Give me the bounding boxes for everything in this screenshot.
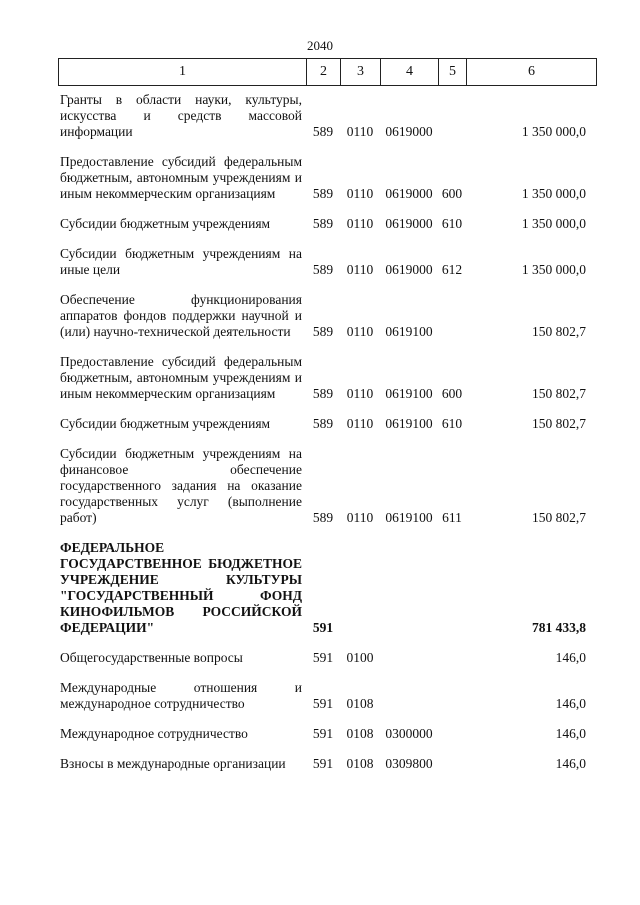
row-code-target: 0300000 bbox=[385, 726, 433, 741]
row-code-target: 0619000 bbox=[385, 216, 433, 231]
row-code-section: 0110 bbox=[346, 386, 374, 401]
table-row bbox=[58, 714, 596, 744]
row-name: Гранты в области науки, культуры, искусства и средств массовой информации bbox=[60, 92, 302, 139]
table-row bbox=[58, 528, 596, 638]
row-code-expense-type bbox=[438, 88, 466, 142]
table-row bbox=[58, 638, 596, 668]
row-code-admin: 589 bbox=[312, 386, 334, 401]
column-header-3: 3 bbox=[341, 59, 381, 86]
row-amount: 1 350 000,0 bbox=[521, 216, 586, 231]
row-code-admin: 591 bbox=[312, 726, 334, 741]
row-code-target bbox=[380, 668, 438, 714]
row-code-target bbox=[380, 528, 438, 638]
row-code-section bbox=[340, 528, 380, 638]
row-code-section: 0108 bbox=[346, 756, 374, 771]
row-code-admin: 589 bbox=[312, 124, 334, 139]
row-code-admin: 589 bbox=[312, 262, 334, 277]
row-amount: 146,0 bbox=[555, 726, 586, 741]
row-code-section: 0100 bbox=[346, 650, 374, 665]
row-code-target: 0619000 bbox=[385, 262, 433, 277]
table-row bbox=[58, 668, 596, 714]
row-amount: 781 433,8 bbox=[532, 620, 586, 635]
row-code-admin: 589 bbox=[312, 416, 334, 431]
column-header-1: 1 bbox=[59, 59, 307, 86]
row-name: Предоставление субсидий федеральным бюджетным, автономным учреждениям и иным некоммерческим организациям bbox=[60, 354, 302, 401]
row-code-expense-type: 600 bbox=[441, 186, 463, 201]
row-code-admin: 589 bbox=[312, 216, 334, 231]
row-name: Международные отношения и международное сотрудничество bbox=[60, 680, 302, 711]
column-header-4: 4 bbox=[381, 59, 439, 86]
row-amount: 146,0 bbox=[555, 696, 586, 711]
row-name: Обеспечение функционирования аппаратов фондов поддержки научной и (или) научно-технической деятельности bbox=[60, 292, 302, 339]
row-amount: 146,0 bbox=[555, 650, 586, 665]
column-header-row bbox=[59, 59, 597, 86]
row-code-target: 0619100 bbox=[385, 386, 433, 401]
row-name: Предоставление субсидий федеральным бюджетным, автономным учреждениям и иным некоммерческим организациям bbox=[60, 154, 302, 201]
column-header-2: 2 bbox=[307, 59, 341, 86]
row-amount: 1 350 000,0 bbox=[521, 262, 586, 277]
column-header-5: 5 bbox=[439, 59, 467, 86]
row-name: Субсидии бюджетным учреждениям на иные цели bbox=[60, 246, 302, 277]
row-code-target bbox=[380, 638, 438, 668]
row-code-admin: 589 bbox=[312, 324, 334, 339]
table-row bbox=[58, 744, 596, 774]
row-code-section: 0108 bbox=[346, 696, 374, 711]
row-amount: 150 802,7 bbox=[532, 510, 586, 525]
table-row bbox=[58, 88, 596, 142]
row-code-expense-type bbox=[438, 668, 466, 714]
row-name: Взносы в международные организации bbox=[60, 756, 286, 771]
row-code-admin: 591 bbox=[312, 650, 334, 665]
row-amount: 150 802,7 bbox=[532, 416, 586, 431]
row-name: Субсидии бюджетным учреждениям bbox=[60, 416, 271, 431]
column-header-table bbox=[58, 58, 597, 86]
row-code-expense-type: 610 bbox=[441, 416, 463, 431]
row-code-expense-type bbox=[438, 714, 466, 744]
row-amount: 150 802,7 bbox=[532, 386, 586, 401]
row-code-expense-type: 611 bbox=[442, 510, 462, 525]
table-row bbox=[58, 404, 596, 434]
row-code-target: 0619000 bbox=[385, 186, 433, 201]
row-code-target: 0309800 bbox=[385, 756, 433, 771]
row-code-admin: 591 bbox=[312, 696, 334, 711]
row-code-target: 0619000 bbox=[385, 124, 433, 139]
row-code-section: 0110 bbox=[346, 324, 374, 339]
row-amount: 1 350 000,0 bbox=[521, 124, 586, 139]
table-row bbox=[58, 234, 596, 280]
table-row bbox=[58, 204, 596, 234]
row-code-section: 0110 bbox=[346, 510, 374, 525]
row-name: Общегосударственные вопросы bbox=[60, 650, 243, 665]
row-code-section: 0110 bbox=[346, 216, 374, 231]
row-code-expense-type bbox=[438, 528, 466, 638]
row-name: Международное сотрудничество bbox=[60, 726, 248, 741]
row-code-section: 0110 bbox=[346, 124, 374, 139]
row-name: Субсидии бюджетным учреждениям bbox=[60, 216, 271, 231]
row-code-expense-type bbox=[438, 744, 466, 774]
row-code-expense-type: 600 bbox=[441, 386, 463, 401]
table-row bbox=[58, 280, 596, 342]
page-number: 2040 bbox=[307, 38, 333, 53]
row-code-target: 0619100 bbox=[385, 416, 433, 431]
row-code-section: 0110 bbox=[346, 262, 374, 277]
table-row bbox=[58, 142, 596, 204]
row-code-section: 0110 bbox=[346, 186, 374, 201]
row-amount: 146,0 bbox=[555, 756, 586, 771]
row-code-admin: 591 bbox=[312, 756, 334, 771]
table-row bbox=[58, 342, 596, 404]
column-header-6: 6 bbox=[467, 59, 597, 86]
row-code-expense-type bbox=[438, 280, 466, 342]
row-name: ФЕДЕРАЛЬНОЕ ГОСУДАРСТВЕННОЕ БЮДЖЕТНОЕ УЧРЕЖДЕНИЕ КУЛЬТУРЫ "ГОСУДАРСТВЕННЫЙ ФОНД КИНОФИЛЬМОВ РОССИЙСКОЙ ФЕДЕРАЦИИ" bbox=[60, 540, 302, 635]
row-amount: 150 802,7 bbox=[532, 324, 586, 339]
budget-table bbox=[58, 88, 596, 774]
row-code-admin: 589 bbox=[312, 510, 334, 525]
row-code-expense-type: 610 bbox=[441, 216, 463, 231]
row-code-target: 0619100 bbox=[385, 510, 433, 525]
row-code-admin: 591 bbox=[312, 620, 334, 635]
row-name: Субсидии бюджетным учреждениям на финансовое обеспечение государственного задания на оказание государственных услуг (выполнение работ) bbox=[60, 446, 302, 525]
row-code-admin: 589 bbox=[312, 186, 334, 201]
row-code-section: 0110 bbox=[346, 416, 374, 431]
row-code-expense-type: 612 bbox=[441, 262, 463, 277]
row-amount: 1 350 000,0 bbox=[521, 186, 586, 201]
row-code-section: 0108 bbox=[346, 726, 374, 741]
table-row bbox=[58, 434, 596, 528]
row-code-target: 0619100 bbox=[385, 324, 433, 339]
row-code-expense-type bbox=[438, 638, 466, 668]
